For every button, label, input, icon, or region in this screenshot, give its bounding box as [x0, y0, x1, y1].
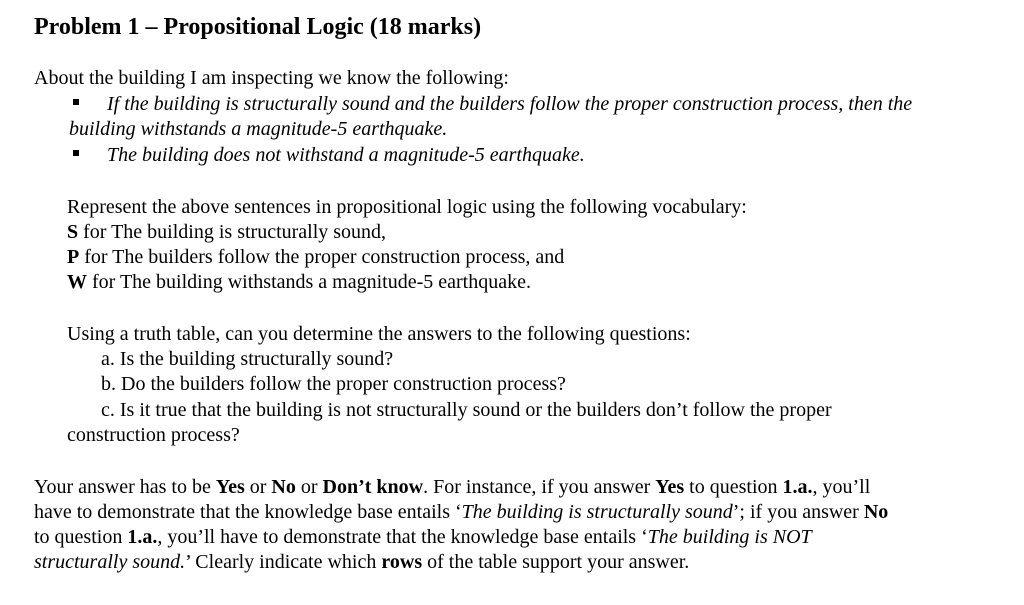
text: No	[863, 501, 889, 523]
text: , you’ll	[812, 476, 871, 498]
text: Your answer has to be	[34, 476, 216, 498]
fact-2-line-1: The building does not withstand a magnitude-5 earthquake.	[107, 144, 585, 166]
question-c-line-2: construction process?	[67, 424, 240, 446]
vocabulary-text: for The building withstands a magnitude-5 earthquake.	[87, 271, 531, 293]
text: , you’ll have to demonstrate that the knowledge base entails ‘	[157, 526, 648, 548]
text: The building is structurally sound	[461, 501, 733, 523]
vocabulary-symbol: S	[67, 221, 79, 243]
problem-title: Problem 1 – Propositional Logic (18 marks)	[34, 14, 482, 40]
text: Don’t know	[322, 476, 424, 498]
question-c-line-1: c. Is it true that the building is not structurally sound or the builders don’t follow the proper	[101, 399, 832, 421]
instructions-line-2	[34, 500, 888, 525]
text: of the table support your answer.	[422, 551, 690, 573]
vocabulary-item-p	[67, 245, 564, 270]
text: ’; if you answer	[732, 501, 864, 523]
bullet-icon	[73, 150, 79, 156]
vocabulary-symbol: W	[67, 271, 87, 293]
text: Yes	[655, 476, 685, 498]
text: The building is NOT	[647, 526, 812, 548]
questions-intro: Using a truth table, can you determine the answers to the following questions:	[67, 323, 691, 345]
vocabulary-text: for The building is structurally sound,	[78, 221, 387, 243]
vocabulary-text: for The builders follow the proper construction process, and	[79, 246, 565, 268]
text: . For instance, if you answer	[423, 476, 656, 498]
question-a: a. Is the building structurally sound?	[101, 348, 394, 370]
text: or	[295, 476, 323, 498]
text: 1.a.	[127, 526, 158, 548]
text: to question	[34, 526, 128, 548]
instructions-line-3	[34, 525, 812, 550]
text: or	[244, 476, 272, 498]
instructions-line-4	[34, 550, 689, 575]
instructions-line-1	[34, 475, 870, 500]
vocabulary-item-s	[67, 220, 386, 245]
fact-1-line-1: If the building is structurally sound and the builders follow the proper construction process, then the	[107, 93, 913, 115]
vocabulary-symbol: P	[67, 246, 80, 268]
text: 1.a.	[782, 476, 813, 498]
text: have to demonstrate that the knowledge base entails ‘	[34, 501, 462, 523]
bullet-icon	[73, 99, 79, 105]
fact-1-line-2: building withstands a magnitude-5 earthquake.	[69, 118, 448, 140]
intro-text: About the building I am inspecting we know the following:	[34, 67, 509, 89]
vocabulary-intro: Represent the above sentences in propositional logic using the following vocabulary:	[67, 196, 747, 218]
question-b: b. Do the builders follow the proper construction process?	[101, 373, 566, 395]
text: ’ Clearly indicate which	[185, 551, 382, 573]
text: Yes	[215, 476, 245, 498]
text: to question	[684, 476, 783, 498]
vocabulary-item-w	[67, 270, 531, 295]
text: No	[271, 476, 296, 498]
text: rows	[381, 551, 423, 573]
text: structurally sound.	[34, 551, 186, 573]
